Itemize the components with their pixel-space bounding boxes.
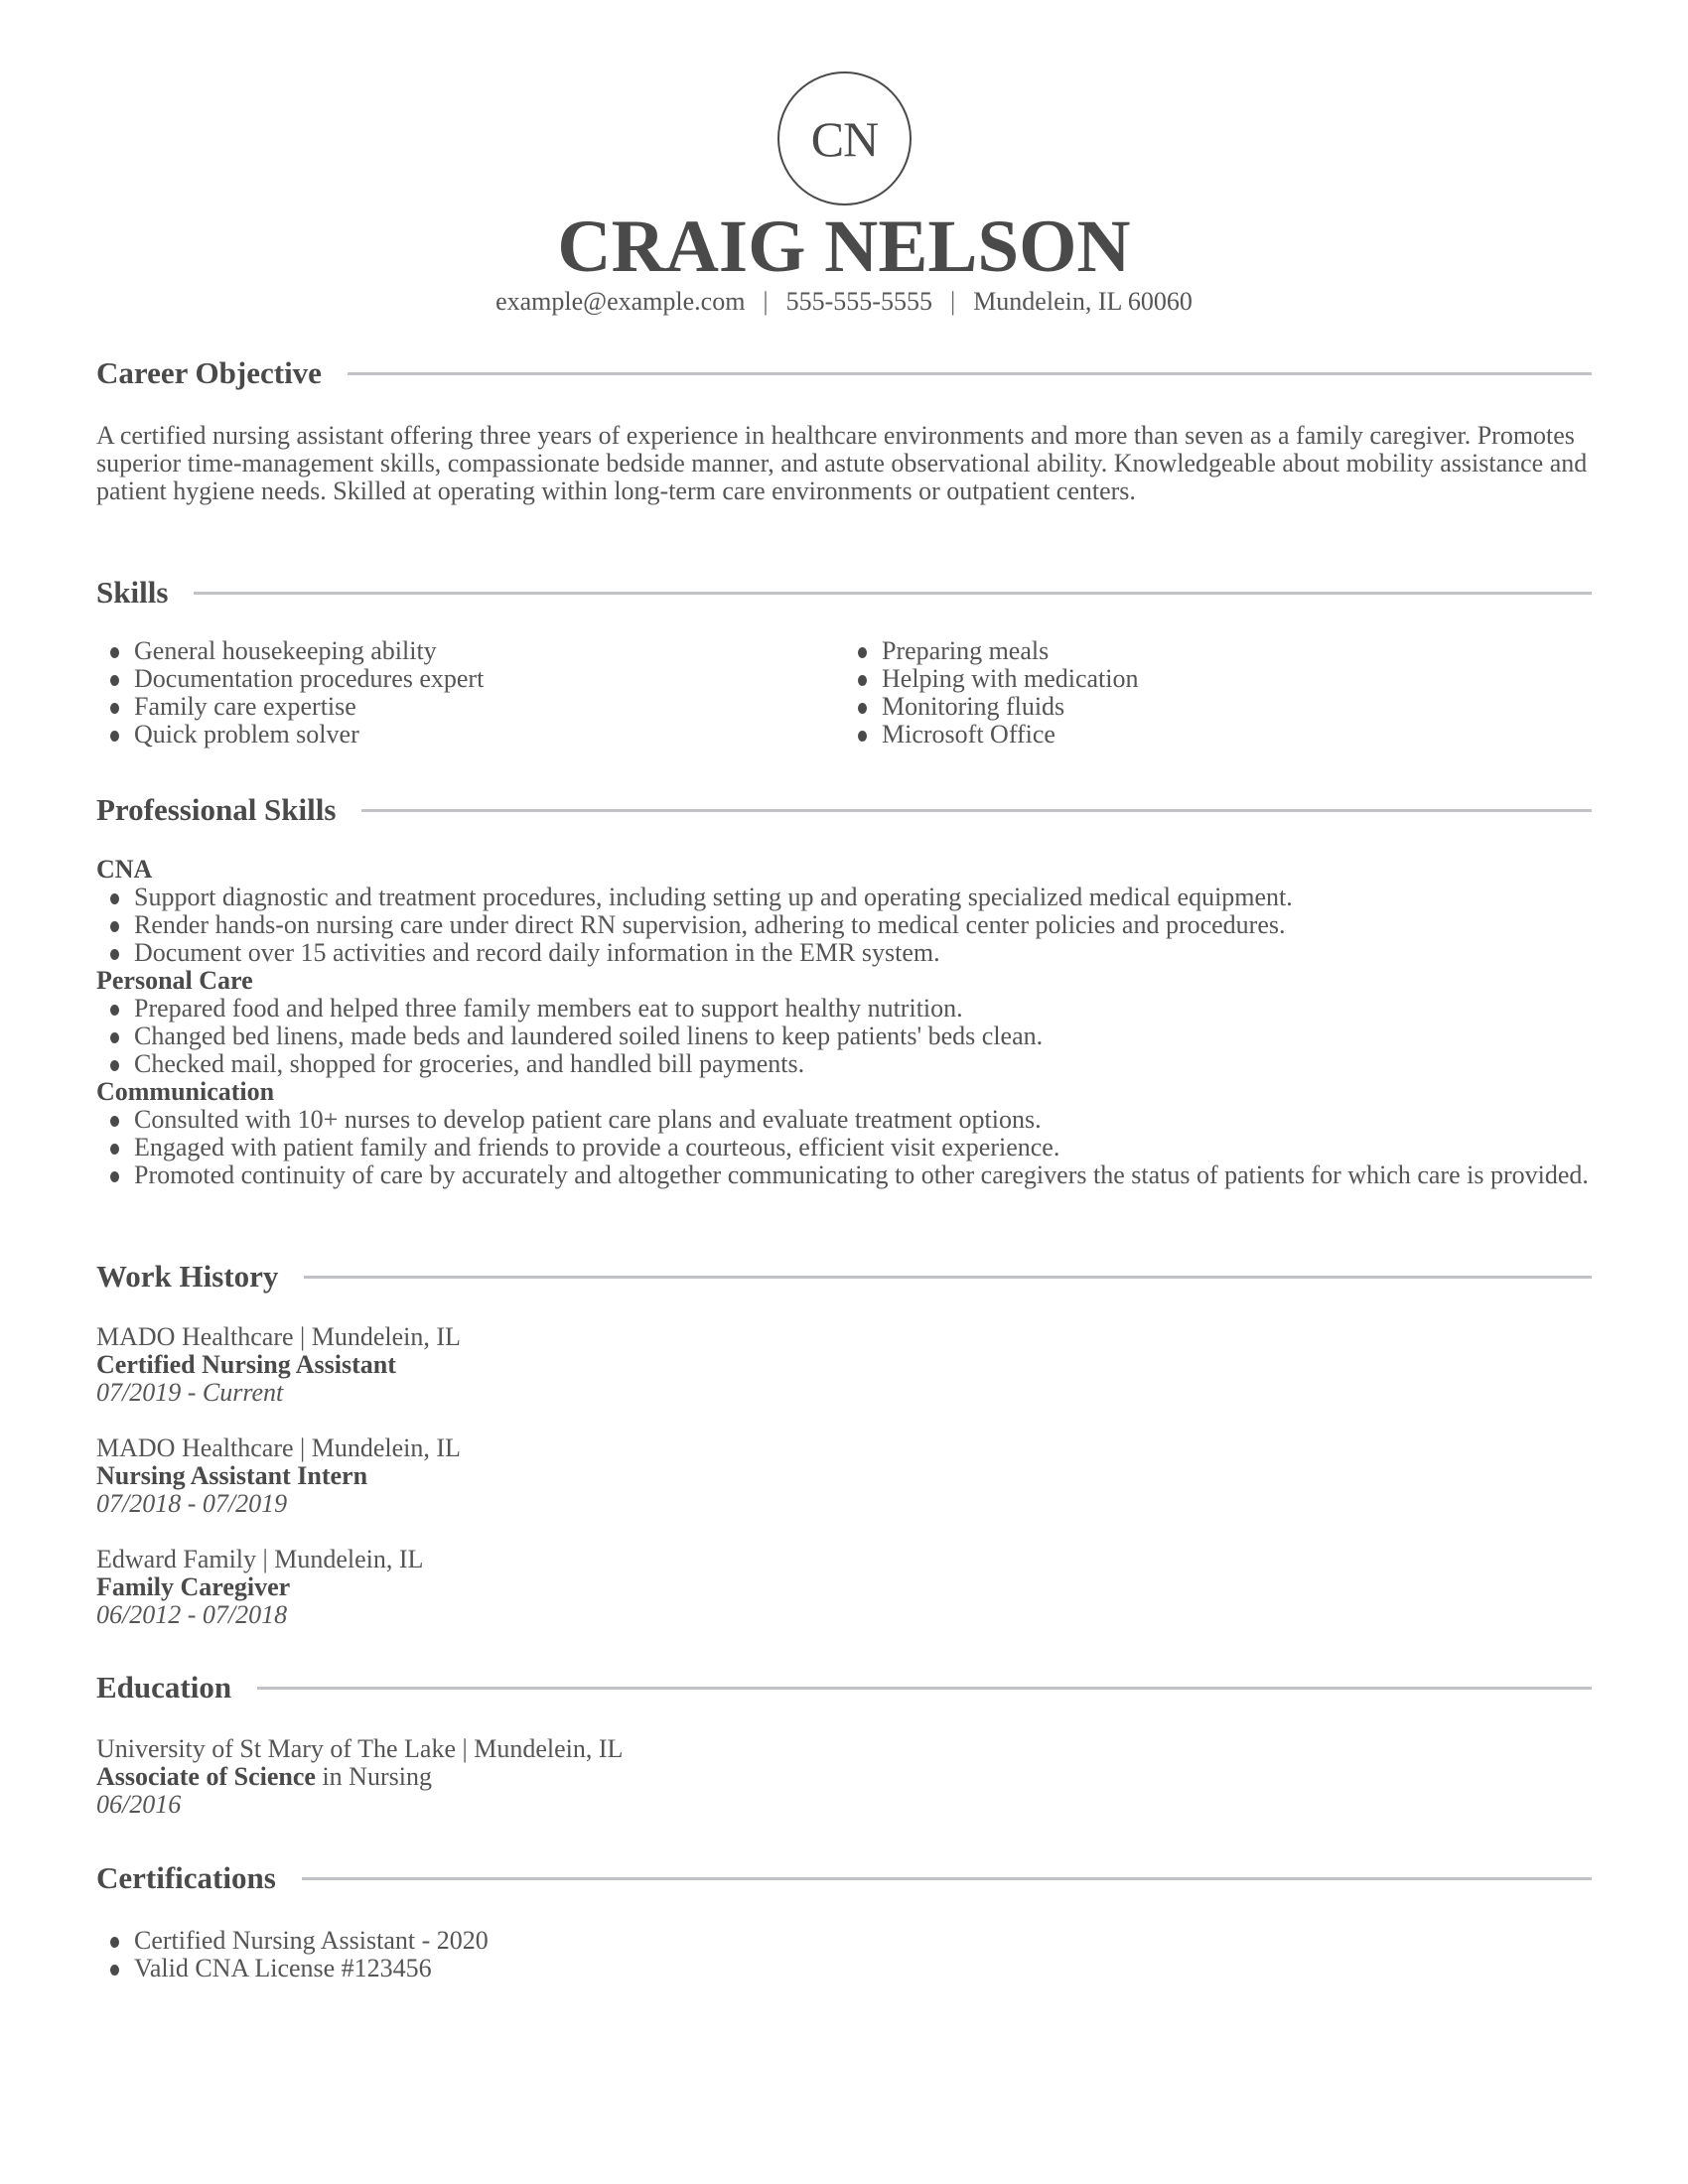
education-school: University of St Mary of The Lake | Mundelein, IL xyxy=(96,1734,624,1763)
section-divider xyxy=(361,809,1592,812)
education-degree: Associate of Science xyxy=(96,1762,316,1791)
certification-item: Certified Nursing Assistant - 2020 xyxy=(96,1927,1288,1955)
job-company: MADO Healthcare | Mundelein, IL xyxy=(96,1322,461,1351)
section-divider xyxy=(194,592,1592,595)
section-divider xyxy=(302,1877,1592,1880)
skill-detail-item: Prepared food and helped three family members eat to support healthy nutrition. xyxy=(96,995,1601,1023)
skill-group-cna xyxy=(96,856,1601,967)
contact-phone: 555-555-5555 xyxy=(785,287,932,316)
skill-item: Documentation procedures expert xyxy=(96,665,791,693)
education-degree-line xyxy=(96,1763,1288,1791)
section-title: Work History xyxy=(96,1259,279,1294)
skill-group-list xyxy=(96,884,1601,967)
skill-detail-item: Document over 15 activities and record daily information in the EMR system. xyxy=(96,939,1601,967)
section-divider xyxy=(257,1687,1592,1690)
job-company: Edward Family | Mundelein, IL xyxy=(96,1545,424,1573)
skill-detail-item: Render hands-on nursing care under direct RN supervision, adhering to medical center policies and procedures. xyxy=(96,911,1601,939)
skills-list-right xyxy=(844,637,1539,749)
work-history-list xyxy=(96,1323,1288,1657)
education-entry xyxy=(96,1735,1288,1819)
section-header-education xyxy=(96,1668,1592,1707)
skill-group-title: Communication xyxy=(96,1077,275,1106)
skill-detail-item: Consulted with 10+ nurses to develop patient care plans and evaluate treatment options. xyxy=(96,1106,1601,1134)
skill-item: Monitoring fluids xyxy=(844,693,1539,721)
job-company: MADO Healthcare | Mundelein, IL xyxy=(96,1433,461,1462)
section-divider xyxy=(304,1276,1592,1279)
section-header-career-objective xyxy=(96,353,1592,393)
job-dates: 07/2019 - Current xyxy=(96,1378,284,1407)
monogram-initials: CN xyxy=(810,110,879,167)
contact-separator: | xyxy=(763,287,769,316)
skill-detail-item: Changed bed linens, made beds and laundered soiled linens to keep patients' beds clean. xyxy=(96,1023,1601,1050)
section-header-professional-skills xyxy=(96,790,1592,830)
section-header-skills xyxy=(96,573,1592,613)
section-header-certifications xyxy=(96,1858,1592,1898)
skill-group-title: Personal Care xyxy=(96,966,253,995)
skill-detail-item: Engaged with patient family and friends to provide a courteous, efficient visit experience. xyxy=(96,1134,1601,1161)
section-title: Certifications xyxy=(96,1860,276,1895)
education-date: 06/2016 xyxy=(96,1790,182,1819)
skills-list-left xyxy=(96,637,791,749)
skill-item: Helping with medication xyxy=(844,665,1539,693)
job-entry xyxy=(96,1323,1288,1407)
education-field: in Nursing xyxy=(315,1762,432,1791)
job-title: Family Caregiver xyxy=(96,1572,291,1601)
skill-item: Quick problem solver xyxy=(96,721,791,749)
skill-group-title: CNA xyxy=(96,855,153,884)
skill-item: Microsoft Office xyxy=(844,721,1539,749)
monogram-badge xyxy=(777,71,912,205)
section-title: Professional Skills xyxy=(96,792,337,827)
section-title: Career Objective xyxy=(96,355,322,390)
skill-detail-item: Checked mail, shopped for groceries, and handled bill payments. xyxy=(96,1050,1601,1078)
candidate-name: CRAIG NELSON xyxy=(557,205,1131,288)
section-header-work-history xyxy=(96,1257,1592,1297)
skill-group-list xyxy=(96,1106,1601,1189)
skill-item: General housekeeping ability xyxy=(96,637,791,665)
job-title: Nursing Assistant Intern xyxy=(96,1461,368,1490)
professional-skills-content xyxy=(96,856,1601,1189)
skill-group-communication xyxy=(96,1078,1601,1189)
section-title: Education xyxy=(96,1670,232,1705)
contact-email: example@example.com xyxy=(495,287,746,316)
certifications-list xyxy=(96,1927,1288,1982)
skill-item: Preparing meals xyxy=(844,637,1539,665)
section-title: Skills xyxy=(96,575,169,610)
skill-detail-item: Support diagnostic and treatment procedures, including setting up and operating specialized medical equipment. xyxy=(96,884,1601,911)
skill-group-personal-care xyxy=(96,967,1601,1078)
career-objective-text: A certified nursing assistant offering three years of experience in healthcare environments and more than seven as a family caregiver. Promotes superior time-management skills, compassionate bedside manner, and astute observational ability. Knowledgeable about mobility assistance and patient hygiene needs. Skilled at operating within long-term care environments or outpatient centers. xyxy=(96,421,1588,505)
job-dates: 07/2018 - 07/2019 xyxy=(96,1489,288,1518)
job-entry xyxy=(96,1546,1288,1629)
skill-group-list xyxy=(96,995,1601,1078)
job-dates: 06/2012 - 07/2018 xyxy=(96,1600,288,1629)
skill-item: Family care expertise xyxy=(96,693,791,721)
contact-line xyxy=(0,286,1688,318)
contact-separator: | xyxy=(949,287,956,316)
job-entry xyxy=(96,1434,1288,1518)
certification-item: Valid CNA License #123456 xyxy=(96,1955,1288,1982)
contact-location: Mundelein, IL 60060 xyxy=(973,287,1193,316)
job-title: Certified Nursing Assistant xyxy=(96,1350,396,1379)
section-divider xyxy=(348,372,1592,375)
skill-detail-item: Promoted continuity of care by accurately and altogether communicating to other caregivers the status of patients for which care is provided. xyxy=(96,1161,1601,1189)
